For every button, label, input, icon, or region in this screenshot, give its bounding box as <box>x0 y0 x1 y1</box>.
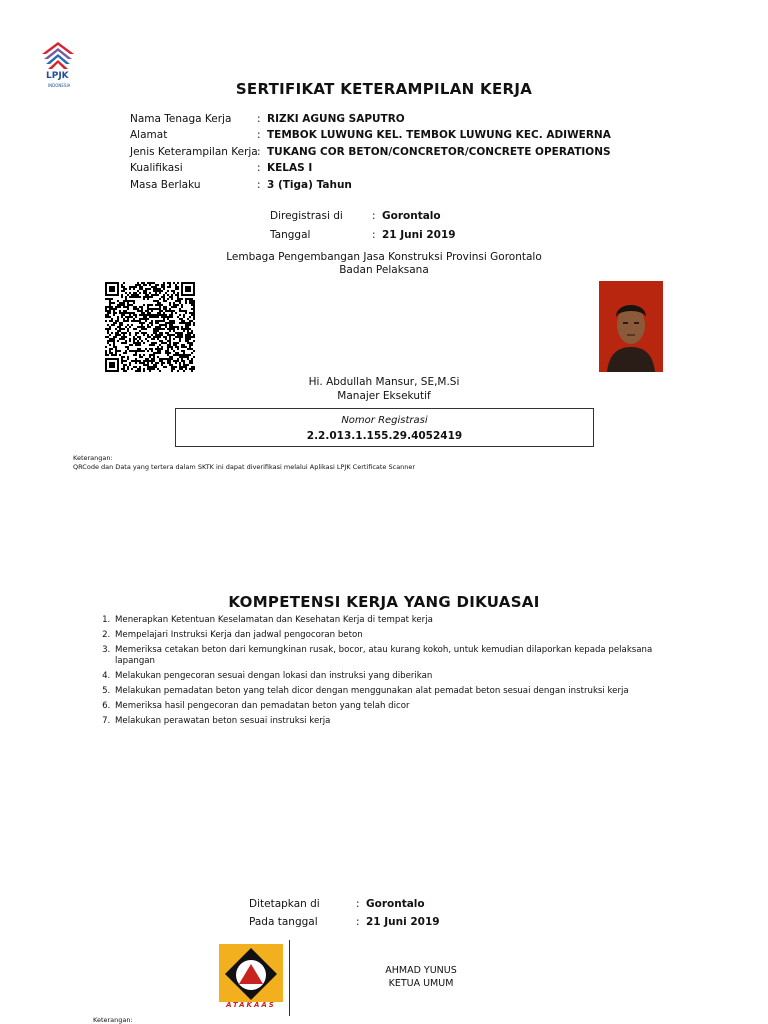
field-label: Nama Tenaga Kerja <box>130 113 232 125</box>
association-logo <box>219 944 283 1014</box>
field-value: Gorontalo <box>366 898 425 910</box>
qr-code <box>105 282 195 372</box>
association-logo-icon <box>219 944 283 1002</box>
field-label: Pada tanggal <box>249 916 318 928</box>
field-colon: : <box>372 210 376 222</box>
field-colon: : <box>356 898 360 910</box>
bottom-note-title: Keterangan: <box>93 1016 133 1024</box>
field-value: TUKANG COR BETON/CONCRETOR/CONCRETE OPERATIONS <box>267 146 611 158</box>
list-item: 6. Memeriksa hasil pengecoran dan pemadatan beton yang telah dicor <box>113 701 673 712</box>
certificate-title: SERTIFIKAT KETERAMPILAN KERJA <box>235 80 533 98</box>
field-colon: : <box>257 162 261 174</box>
field-label: Kualifikasi <box>130 162 183 174</box>
field-colon: : <box>257 179 261 191</box>
field-label: Alamat <box>130 129 168 141</box>
field-colon: : <box>257 146 261 158</box>
field-colon: : <box>257 129 261 141</box>
list-item: 1. Menerapkan Ketentuan Keselamatan dan Kesehatan Kerja di tempat kerja <box>113 615 673 626</box>
note-text: QRCode dan Data yang tertera dalam SKTK ini dapat diverifikasi melalui Aplikasi LPJK Certificate Scanner <box>73 463 416 471</box>
list-item: 7. Melakukan perawatan beton sesuai instruksi kerja <box>113 716 673 727</box>
field-value: TEMBOK LUWUNG KEL. TEMBOK LUWUNG KEC. ADIWERNA <box>267 129 611 141</box>
field-colon: : <box>356 916 360 928</box>
competence-list <box>103 615 673 731</box>
field-value: RIZKI AGUNG SAPUTRO <box>267 113 405 125</box>
registration-number-box <box>175 408 594 447</box>
signer-name: Hi. Abdullah Mansur, SE,M.Si <box>308 376 460 388</box>
field-label: Jenis Keterampilan Kerja <box>130 146 258 158</box>
field-label: Masa Berlaku <box>130 179 201 191</box>
lpjk-logo-subtext: INDONESIA <box>48 83 71 88</box>
list-item: 3. Memeriksa cetakan beton dari kemungkinan rusak, bocor, atau kurang kokoh, untuk kemudian dilaporkan kepada pelaksana lapangan <box>113 645 673 667</box>
chair-title: KETUA UMUM <box>388 978 454 989</box>
field-label: Diregistrasi di <box>270 210 343 222</box>
field-value: Gorontalo <box>382 210 441 222</box>
list-item: 2. Mempelajari Instruksi Kerja dan jadwal pengocoran beton <box>113 630 673 641</box>
field-value: KELAS I <box>267 162 313 174</box>
holder-photo <box>599 281 663 372</box>
field-label: Ditetapkan di <box>249 898 320 910</box>
registration-number-value: 2.2.013.1.155.29.4052419 <box>306 430 463 442</box>
institution-unit: Badan Pelaksana <box>339 264 429 276</box>
field-value: 3 (Tiga) Tahun <box>267 179 352 191</box>
note-title: Keterangan: <box>73 454 113 462</box>
field-value: 21 Juni 2019 <box>366 916 440 928</box>
field-label: Tanggal <box>270 229 311 241</box>
person-photo-icon <box>599 281 663 372</box>
lpjk-logo-text: LPJK <box>46 71 69 81</box>
field-colon: : <box>372 229 376 241</box>
field-value: 21 Juni 2019 <box>382 229 456 241</box>
list-item: 4. Melakukan pengecoran sesuai dengan lokasi dan instruksi yang diberikan <box>113 671 673 682</box>
association-logo-text: ATAKAAS <box>226 1001 276 1009</box>
chair-name: AHMAD YUNUS <box>385 965 457 976</box>
signature-divider <box>289 940 290 1016</box>
signer-title: Manajer Eksekutif <box>337 390 431 402</box>
institution-name: Lembaga Pengembangan Jasa Konstruksi Provinsi Gorontalo <box>226 251 542 263</box>
field-colon: : <box>257 113 261 125</box>
registration-number-label: Nomor Registrasi <box>341 415 428 426</box>
list-item: 5. Melakukan pemadatan beton yang telah dicor dengan menggunakan alat pemadat beton sesuai dengan instruksi kerja <box>113 686 673 697</box>
competence-title: KOMPETENSI KERJA YANG DIKUASAI <box>228 593 540 611</box>
